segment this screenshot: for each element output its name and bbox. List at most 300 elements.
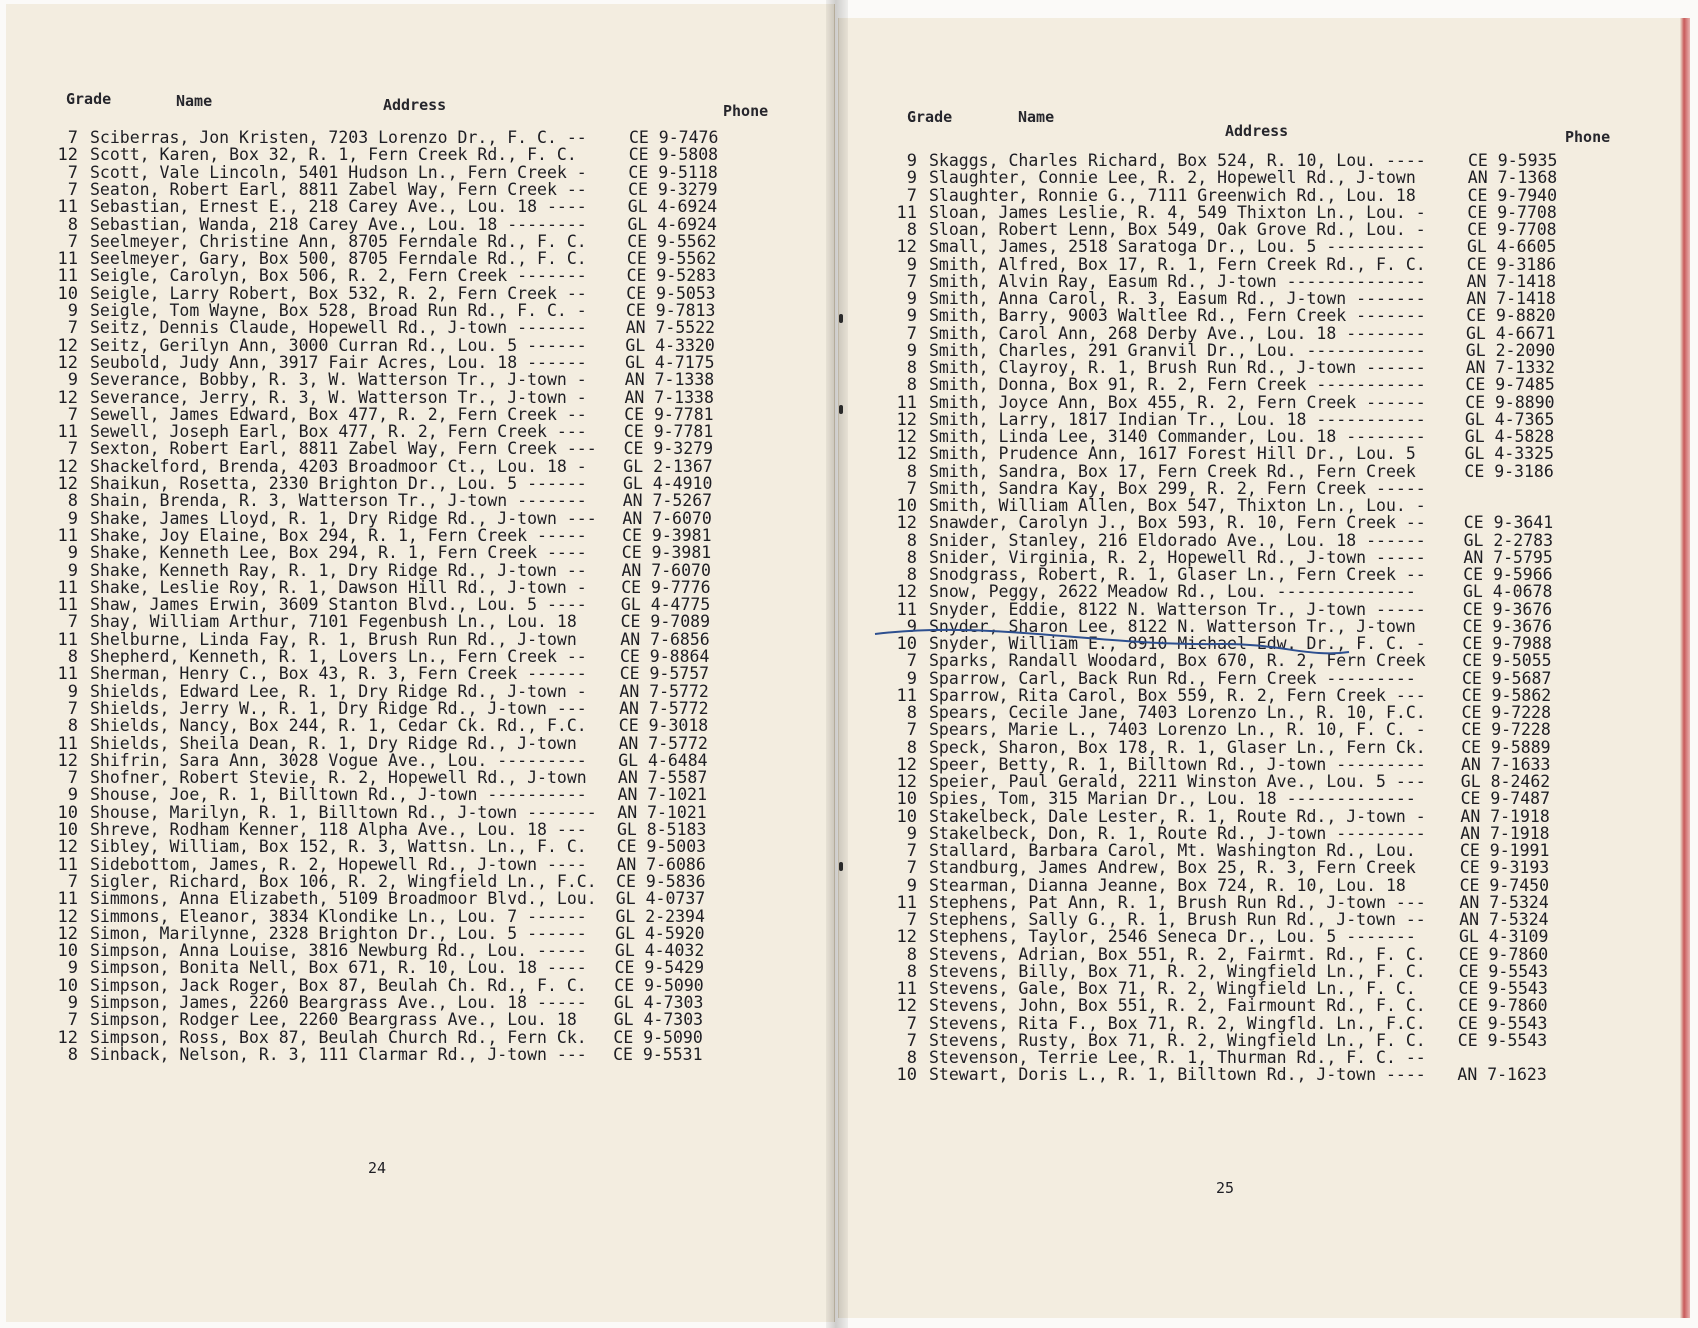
right-page (838, 18, 1681, 1318)
phone-number: CE 9-3981 (622, 525, 712, 545)
entry-name-address: Shepherd, Kenneth, R. 1, Lovers Ln., Fern Creek -- (90, 647, 587, 666)
cover-edge (1680, 18, 1690, 1318)
phone-number: AN 7-5324 (1459, 892, 1549, 912)
entry-name-address: Smith, Sandra, Box 17, Fern Creek Rd., Fern Creek (929, 461, 1416, 481)
phone-number: CE 9-5090 (614, 975, 704, 995)
entry-name-address: Sciberras, Jon Kristen, 7203 Lorenzo Dr., F. C. -- (90, 128, 587, 147)
directory-entry (44, 700, 824, 718)
entry-name-address: Shelburne, Linda Fay, R. 1, Brush Run Rd., J-town (90, 629, 577, 649)
phone-number: CE 9-5562 (626, 249, 717, 269)
grade-value: 7 (906, 720, 917, 741)
directory-entry (44, 250, 824, 268)
phone-number: AN 7-1418 (1466, 289, 1556, 308)
grade-value: 7 (67, 231, 78, 252)
grade-value: 9 (67, 543, 78, 564)
grade-value: 10 (896, 1065, 917, 1086)
phone-number: AN 7-1623 (1457, 1065, 1547, 1085)
grade-value: 11 (57, 422, 78, 443)
entry-name-address: Stearman, Dianna Jeanne, Box 724, R. 10, Lou. 18 (929, 875, 1406, 895)
phone-number: CE 9-5889 (1461, 737, 1551, 757)
directory-entry (44, 1046, 824, 1064)
grade-value: 7 (67, 318, 78, 339)
header-address: Address (383, 96, 447, 114)
entry-name-address: Sparrow, Rita Carol, Box 559, R. 2, Fern Creek --- (929, 685, 1426, 705)
grade-value: 12 (896, 444, 917, 465)
grade-value: 12 (896, 996, 917, 1017)
entry-name-address: Sloan, James Leslie, R. 4, 549 Thixton Ln., Lou. - (929, 202, 1426, 222)
entry-name-address: Smith, Joyce Ann, Box 455, R. 2, Fern Creek ------ (929, 392, 1426, 412)
phone-number: GL 4-0678 (1463, 582, 1553, 602)
directory-entry (44, 994, 824, 1012)
phone-number: CE 9-5543 (1458, 961, 1548, 981)
phone-number: CE 9-5687 (1462, 668, 1552, 688)
entry-name-address: Shain, Brenda, R. 3, Watterson Tr., J-town ------- (90, 491, 587, 511)
page-number: 25 (1216, 1179, 1235, 1197)
entry-name-address: Scott, Karen, Box 32, R. 1, Fern Creek Rd., F. C. (90, 145, 577, 165)
entry-name-address: Snawder, Carolyn J., Box 593, R. 10, Fern Creek -- (929, 513, 1426, 533)
entry-name-address: Shreve, Rodham Kenner, 118 Alpha Ave., Lou. 18 --- (90, 820, 587, 839)
entry-name-address: Snyder, William E., 8910 Michael Edw. Dr., F. C. - (929, 634, 1426, 653)
phone-number: CE 9-5118 (628, 162, 718, 182)
grade-value: 12 (57, 923, 78, 944)
staple (839, 314, 843, 323)
entry-name-address: Stakelbeck, Dale Lester, R. 1, Route Rd., J-town - (929, 806, 1426, 826)
grade-value: 12 (896, 754, 917, 775)
phone-number: CE 9-5562 (627, 231, 717, 251)
entry-name-address: Sherman, Henry C., Box 43, R. 3, Fern Creek ------ (90, 664, 587, 684)
phone-number: CE 9-5429 (614, 958, 704, 978)
phone-number: GL 4-0737 (615, 889, 706, 909)
grade-value: 8 (906, 358, 917, 378)
directory-entry (44, 769, 824, 787)
entry-name-address: Shouse, Joe, R. 1, Billtown Rd., J-town ---------- (90, 785, 587, 805)
phone-number: CE 9-3676 (1462, 616, 1552, 636)
phone-number: CE 9-7776 (621, 577, 711, 597)
entry-name-address: Scott, Vale Lincoln, 5401 Hudson Ln., Fern Creek - (90, 162, 587, 182)
phone-number: CE 9-5862 (1461, 685, 1552, 705)
phone-number: CE 9-5836 (616, 871, 706, 891)
entry-name-address: Seigle, Carolyn, Box 506, R. 2, Fern Creek ------- (90, 266, 587, 286)
grade-value: 10 (896, 634, 917, 654)
entry-name-address: Stephens, Sally G., R. 1, Brush Run Rd., J-town -- (929, 910, 1426, 929)
entry-name-address: Seelmeyer, Christine Ann, 8705 Ferndale Rd., F. C. (90, 231, 587, 251)
phone-number: AN 7-5772 (618, 733, 708, 753)
directory-entry (44, 873, 824, 891)
entry-name-address: Shields, Jerry W., R. 1, Dry Ridge Rd., J-town --- (90, 698, 587, 718)
entry-name-address: Speier, Paul Gerald, 2211 Winston Ave., Lou. 5 --- (929, 772, 1426, 791)
entry-name-address: Stevens, Rusty, Box 71, R. 2, Wingfield Ln., F. C. (929, 1030, 1426, 1050)
directory-entry (44, 216, 824, 234)
grade-value: 9 (67, 958, 78, 979)
entry-name-address: Shouse, Marilyn, R. 1, Billtown Rd., J-town ------- (90, 802, 597, 822)
entry-name-address: Slaughter, Ronnie G., 7111 Greenwich Rd., Lou. 18 (929, 185, 1416, 205)
entry-name-address: Sparrow, Carl, Back Run Rd., Fern Creek --------- (929, 668, 1416, 688)
phone-number: GL 4-3320 (625, 335, 715, 355)
grade-value: 11 (57, 197, 78, 218)
directory-entry (44, 423, 824, 441)
entry-name-address: Sidebottom, James, R. 2, Hopewell Rd., J-town ---- (90, 854, 587, 874)
entry-name-address: Shields, Sheila Dean, R. 1, Dry Ridge Rd., J-town (90, 733, 577, 753)
phone-number: GL 2-2090 (1465, 340, 1556, 360)
entry-name-address: Smith, Charles, 291 Granvil Dr., Lou. ------------ (929, 340, 1426, 360)
grade-value: 7 (67, 698, 78, 719)
entry-name-address: Smith, Sandra Kay, Box 299, R. 2, Fern Creek ----- (929, 478, 1426, 498)
phone-number: CE 9-7228 (1461, 720, 1551, 740)
phone-number: CE 9-8864 (620, 647, 710, 666)
grade-value: 9 (67, 370, 78, 391)
grade-value: 9 (906, 616, 917, 637)
entry-name-address: Speck, Sharon, Box 178, R. 1, Glaser Ln., Fern Ck. (929, 737, 1426, 757)
grade-value: 7 (906, 185, 917, 206)
directory-entry (44, 717, 824, 735)
phone-number: CE 9-5283 (626, 266, 716, 286)
entry-name-address: Simpson, Jack Roger, Box 87, Beulah Ch. Rd., F. C. (90, 975, 587, 995)
entry-name-address: Stevens, Rita F., Box 71, R. 2, Wingfld. Ln., F.C. (929, 1013, 1426, 1033)
phone-number: GL 4-6671 (1466, 323, 1556, 343)
entry-name-address: Seitz, Dennis Claude, Hopewell Rd., J-town ------- (90, 318, 587, 338)
entry-name-address: Simmons, Anna Elizabeth, 5109 Broadmoor Blvd., Lou. (90, 889, 597, 909)
phone-number: AN 7-1368 (1467, 168, 1558, 188)
directory-entry (44, 665, 824, 683)
phone-number: CE 9-5053 (626, 283, 716, 303)
entry-name-address: Speer, Betty, R. 1, Billtown Rd., J-town --------- (929, 754, 1426, 774)
directory-entry (44, 233, 824, 251)
directory-entry (44, 890, 824, 908)
directory-entry (44, 959, 824, 977)
grade-value: 12 (896, 409, 917, 430)
staple (839, 862, 843, 871)
phone-number: CE 9-3186 (1464, 461, 1554, 481)
grade-value: 12 (896, 772, 917, 792)
directory-entry (44, 683, 824, 701)
grade-value: 11 (57, 249, 78, 270)
grade-value: 11 (896, 892, 917, 913)
book-gutter (826, 0, 848, 1328)
grade-value: 8 (906, 461, 917, 482)
phone-number: GL 8-2462 (1460, 772, 1551, 791)
phone-number: CE 9-7708 (1467, 220, 1557, 239)
entry-name-address: Smith, Alvin Ray, Easum Rd., J-town -------------- (929, 271, 1426, 291)
entry-name-address: Sigler, Richard, Box 106, R. 2, Wingfield Ln., F.C. (90, 871, 597, 891)
grade-value: 7 (906, 323, 917, 344)
phone-number: GL 4-6924 (627, 214, 717, 234)
phone-number: GL 4-4910 (623, 474, 713, 493)
phone-number: CE 9-7781 (623, 422, 714, 442)
entry-name-address: Stevens, Adrian, Box 551, R. 2, Fairmt. Rd., F. C. (929, 944, 1426, 964)
entry-name-address: Severance, Bobby, R. 3, W. Watterson Tr., J-town - (90, 370, 587, 390)
phone-number: AN 7-1021 (617, 785, 707, 805)
phone-number: CE 9-7813 (626, 301, 716, 320)
grade-value: 7 (67, 404, 78, 425)
grade-value: 8 (906, 961, 917, 982)
grade-value: 7 (906, 1030, 917, 1051)
grade-value: 8 (906, 703, 917, 723)
directory-entry (44, 198, 824, 216)
entry-name-address: Smith, Anna Carol, R. 3, Easum Rd., J-town ------- (929, 289, 1426, 308)
phone-number: CE 9-8820 (1466, 306, 1556, 326)
directory-entry (44, 752, 824, 770)
entry-name-address: Smith, Linda Lee, 3140 Commander, Lou. 18 -------- (929, 427, 1426, 446)
phone-number: GL 2-1367 (623, 456, 713, 476)
grade-value: 11 (57, 595, 78, 616)
phone-number: AN 7-6070 (622, 508, 712, 528)
directory-entry (44, 562, 824, 580)
entry-name-address: Seigle, Tom Wayne, Box 528, Broad Run Rd., F. C. - (90, 301, 587, 320)
grade-value: 10 (896, 789, 917, 810)
entry-name-address: Stephens, Pat Ann, R. 1, Brush Run Rd., J-town --- (929, 892, 1426, 912)
grade-value: 9 (906, 875, 917, 896)
phone-number: AN 7-5522 (625, 318, 716, 338)
grade-value: 8 (67, 647, 78, 667)
phone-number: GL 2-2394 (615, 906, 705, 926)
grade-value: 9 (906, 168, 917, 189)
phone-number: CE 9-7476 (629, 128, 719, 147)
directory-entry (44, 440, 824, 458)
phone-number: CE 9-3018 (618, 716, 709, 736)
phone-number: GL 4-7175 (625, 352, 715, 372)
entry-name-address: Shofner, Robert Stevie, R. 2, Hopewell Rd., J-town (90, 768, 587, 788)
grade-value: 10 (57, 975, 78, 996)
header-grade: Grade (907, 108, 953, 126)
directory-entry (44, 908, 824, 926)
entry-name-address: Shields, Nancy, Box 244, R. 1, Cedar Ck. Rd., F.C. (90, 716, 587, 736)
directory-entry (44, 977, 824, 995)
directory-entry (44, 613, 824, 631)
entry-name-address: Spears, Marie L., 7403 Lorenzo Ln., R. 10, F. C. - (929, 720, 1426, 740)
grade-value: 7 (67, 162, 78, 183)
phone-number: AN 7-1338 (624, 370, 715, 390)
grade-value: 7 (67, 768, 78, 789)
phone-number: AN 7-5772 (619, 698, 709, 718)
grade-value: 9 (906, 340, 917, 361)
phone-number: AN 7-1918 (1460, 806, 1550, 826)
grade-value: 7 (906, 271, 917, 292)
entry-name-address: Seitz, Gerilyn Ann, 3000 Curran Rd., Lou. 5 ------ (90, 335, 587, 355)
directory-entry (44, 354, 824, 372)
entry-name-address: Shay, William Arthur, 7101 Fegenbush Ln., Lou. 18 (90, 612, 577, 632)
entry-name-address: Shake, Kenneth Lee, Box 294, R. 1, Fern Creek ---- (90, 543, 587, 563)
phone-number: CE 9-7485 (1465, 375, 1555, 395)
grade-value: 12 (57, 335, 78, 356)
directory-entry (44, 631, 824, 649)
grade-value: 8 (67, 716, 78, 737)
entry-name-address: Stevens, Billy, Box 71, R. 2, Wingfield Ln., F. C. (929, 961, 1426, 981)
pen-underline-mark (839, 18, 1681, 1318)
entry-name-address: Spies, Tom, 315 Marian Dr., Lou. 18 ------------- (929, 789, 1416, 809)
phone-number: AN 7-1918 (1460, 823, 1550, 843)
directory-entry (44, 285, 824, 303)
entry-name-address: Smith, Larry, 1817 Indian Tr., Lou. 18 ----------- (929, 409, 1426, 429)
directory-entry (44, 786, 824, 804)
grade-value: 7 (67, 871, 78, 892)
grade-value: 7 (67, 612, 78, 633)
phone-number: AN 7-6086 (616, 854, 706, 874)
entry-name-address: Sewell, Joseph Earl, Box 477, R. 2, Fern Creek --- (90, 422, 587, 442)
phone-number: CE 9-7781 (624, 404, 714, 424)
entry-name-address: Simon, Marilynne, 2328 Brighton Dr., Lou. 5 ------ (90, 923, 587, 943)
phone-number: CE 9-7450 (1459, 875, 1549, 895)
phone-number: GL 4-7303 (614, 993, 704, 1012)
directory-entry (44, 735, 824, 753)
entry-name-address: Shields, Edward Lee, R. 1, Dry Ridge Rd., J-town - (90, 681, 587, 701)
directory-entry (44, 1029, 824, 1047)
phone-number: AN 7-1021 (617, 802, 707, 822)
directory-entry (44, 164, 824, 182)
directory-entry (44, 371, 824, 389)
phone-number: GL 4-4032 (614, 941, 705, 961)
phone-number: CE 9-7228 (1461, 703, 1551, 722)
phone-number: AN 7-1332 (1465, 358, 1555, 377)
grade-value: 11 (57, 525, 78, 546)
grade-value: 8 (67, 491, 78, 512)
entry-name-address: Sinback, Nelson, R. 3, 111 Clarmar Rd., J-town --- (90, 1044, 587, 1064)
phone-number: GL 4-6924 (627, 197, 718, 217)
grade-value: 10 (57, 802, 78, 823)
grade-value: 9 (67, 681, 78, 702)
grade-value: 7 (67, 179, 78, 200)
phone-number: GL 4-3109 (1459, 927, 1549, 947)
phone-number: GL 4-5920 (615, 923, 705, 943)
grade-value: 12 (57, 1027, 78, 1048)
entry-name-address: Skaggs, Charles Richard, Box 524, R. 10, Lou. ---- (929, 151, 1426, 170)
directory-entry (44, 510, 824, 528)
phone-number: AN 7-1418 (1466, 271, 1556, 291)
phone-number: CE 9-5003 (616, 837, 707, 857)
entry-name-address: Snow, Peggy, 2622 Meadow Rd., Lou. -------------- (929, 582, 1416, 602)
phone-number: GL 4-3325 (1464, 444, 1554, 464)
directory-entry (44, 146, 824, 164)
grade-value: 12 (57, 456, 78, 477)
entry-name-address: Smith, Donna, Box 91, R. 2, Fern Creek ----------- (929, 375, 1426, 395)
grade-value: 12 (57, 750, 78, 771)
phone-number: CE 9-5055 (1462, 651, 1552, 671)
directory-entry (44, 492, 824, 510)
directory-entry (44, 579, 824, 597)
grade-value: 11 (896, 202, 917, 223)
grade-value: 8 (67, 1044, 78, 1065)
entry-name-address: Standburg, James Andrew, Box 25, R. 3, Fern Creek (929, 858, 1416, 878)
phone-number: CE 9-7988 (1462, 634, 1552, 653)
phone-number: GL 4-4775 (620, 595, 711, 615)
grade-value: 10 (57, 283, 78, 304)
phone-number: GL 8-5183 (617, 820, 707, 839)
header-address: Address (1225, 122, 1289, 140)
grade-value: 12 (57, 145, 78, 166)
entry-name-address: Simpson, James, 2260 Beargrass Ave., Lou. 18 ----- (90, 993, 587, 1012)
phone-number: CE 9-7089 (620, 612, 710, 632)
left-page (6, 4, 835, 1322)
grade-value: 11 (896, 685, 917, 706)
grade-value: 8 (906, 547, 917, 568)
grade-value: 7 (906, 1013, 917, 1034)
phone-number: CE 9-5966 (1463, 565, 1553, 584)
entry-name-address: Sebastian, Wanda, 218 Carey Ave., Lou. 18 -------- (90, 214, 587, 234)
grade-value: 9 (67, 508, 78, 529)
header-grade: Grade (66, 90, 112, 108)
phone-number: AN 7-6856 (620, 629, 710, 649)
grade-value: 7 (67, 1010, 78, 1031)
entry-name-address: Smith, Barry, 9003 Waltlee Rd., Fern Creek ------- (929, 306, 1426, 326)
grade-value: 9 (67, 993, 78, 1013)
staple (839, 405, 843, 414)
entry-name-address: Simpson, Anna Louise, 3816 Newburg Rd., Lou. ----- (90, 941, 587, 961)
entry-name-address: Shake, Kenneth Ray, R. 1, Dry Ridge Rd., J-town -- (90, 560, 587, 580)
grade-value: 8 (906, 375, 917, 396)
grade-value: 8 (906, 530, 917, 551)
directory-entry (44, 856, 824, 874)
phone-number: CE 9-5531 (613, 1044, 703, 1064)
directory-entry (44, 267, 824, 285)
directory-entry (44, 838, 824, 856)
entry-name-address: Snider, Virginia, R. 2, Hopewell Rd., J-town ----- (929, 547, 1426, 567)
phone-number: AN 7-5267 (622, 491, 713, 511)
entry-name-address: Slaughter, Connie Lee, R. 2, Hopewell Rd., J-town (929, 168, 1416, 188)
entry-name-address: Stewart, Doris L., R. 1, Billtown Rd., J-town ---- (929, 1065, 1426, 1085)
grade-value: 7 (906, 910, 917, 930)
entry-name-address: Shake, James Lloyd, R. 1, Dry Ridge Rd., J-town --- (90, 508, 597, 528)
phone-number: CE 9-5808 (628, 145, 719, 165)
entry-name-address: Severance, Jerry, R. 3, W. Watterson Tr., J-town - (90, 387, 587, 407)
directory-entry (44, 804, 824, 822)
grade-value: 12 (896, 513, 917, 534)
grade-value: 8 (906, 737, 917, 758)
entry-name-address: Smith, Prudence Ann, 1617 Forest Hill Dr., Lou. 5 (929, 444, 1416, 464)
phone-number: CE 9-3641 (1463, 513, 1554, 533)
grade-value: 9 (67, 560, 78, 581)
phone-number: AN 7-5772 (619, 681, 709, 701)
directory-entry (44, 319, 824, 337)
grade-value: 7 (67, 128, 78, 148)
phone-number: CE 9-5543 (1458, 1013, 1548, 1033)
phone-number: GL 4-5828 (1464, 427, 1555, 446)
phone-number: AN 7-1633 (1461, 754, 1551, 774)
entry-name-address: Shake, Joy Elaine, Box 294, R. 1, Fern Creek ----- (90, 525, 587, 545)
phone-number: CE 9-5090 (613, 1027, 703, 1047)
phone-number: AN 7-6070 (621, 560, 711, 580)
grade-value: 9 (906, 668, 917, 689)
header-name: Name (1018, 108, 1055, 126)
grade-value: 11 (57, 889, 78, 910)
entry-name-address: Sebastian, Ernest E., 218 Carey Ave., Lou. 18 ---- (90, 197, 587, 217)
grade-value: 12 (57, 352, 78, 373)
entry-name-address: Snider, Stanley, 216 Eldorado Ave., Lou. 18 ------ (929, 530, 1426, 550)
entry-name-address: Smith, Clayroy, R. 1, Brush Run Rd., J-town ------ (929, 358, 1426, 377)
entry-name-address: Sewell, James Edward, Box 477, R. 2, Fern Creek -- (90, 404, 587, 424)
page-number: 24 (368, 1159, 387, 1177)
grade-value: 8 (906, 944, 917, 965)
grade-value: 12 (57, 387, 78, 408)
entry-name-address: Snyder, Sharon Lee, 8122 N. Watterson Tr., J-town (929, 616, 1416, 636)
grade-value: 7 (906, 841, 917, 861)
entry-name-address: Seubold, Judy Ann, 3917 Fair Acres, Lou. 18 ------ (90, 352, 587, 372)
directory-entry (44, 1011, 824, 1029)
grade-value: 7 (906, 858, 917, 879)
grade-value: 12 (896, 582, 917, 603)
grade-value: 8 (67, 214, 78, 235)
grade-value: 12 (57, 906, 78, 927)
entry-name-address: Stevens, John, Box 551, R. 2, Fairmount Rd., F. C. (929, 996, 1426, 1016)
entry-name-address: Smith, Alfred, Box 17, R. 1, Fern Creek Rd., F. C. (929, 254, 1426, 274)
directory-entry (44, 475, 824, 493)
directory-entry (44, 821, 824, 839)
grade-value: 11 (57, 266, 78, 287)
grade-value: 12 (57, 474, 78, 494)
entry-name-address: Shifrin, Sara Ann, 3028 Vogue Ave., Lou. --------- (90, 750, 587, 770)
grade-value: 7 (906, 651, 917, 672)
grade-value: 11 (57, 577, 78, 598)
entry-name-address: Seaton, Robert Earl, 8811 Zabel Way, Fern Creek -- (90, 179, 587, 199)
entry-name-address: Smith, Carol Ann, 268 Derby Ave., Lou. 18 -------- (929, 323, 1426, 343)
